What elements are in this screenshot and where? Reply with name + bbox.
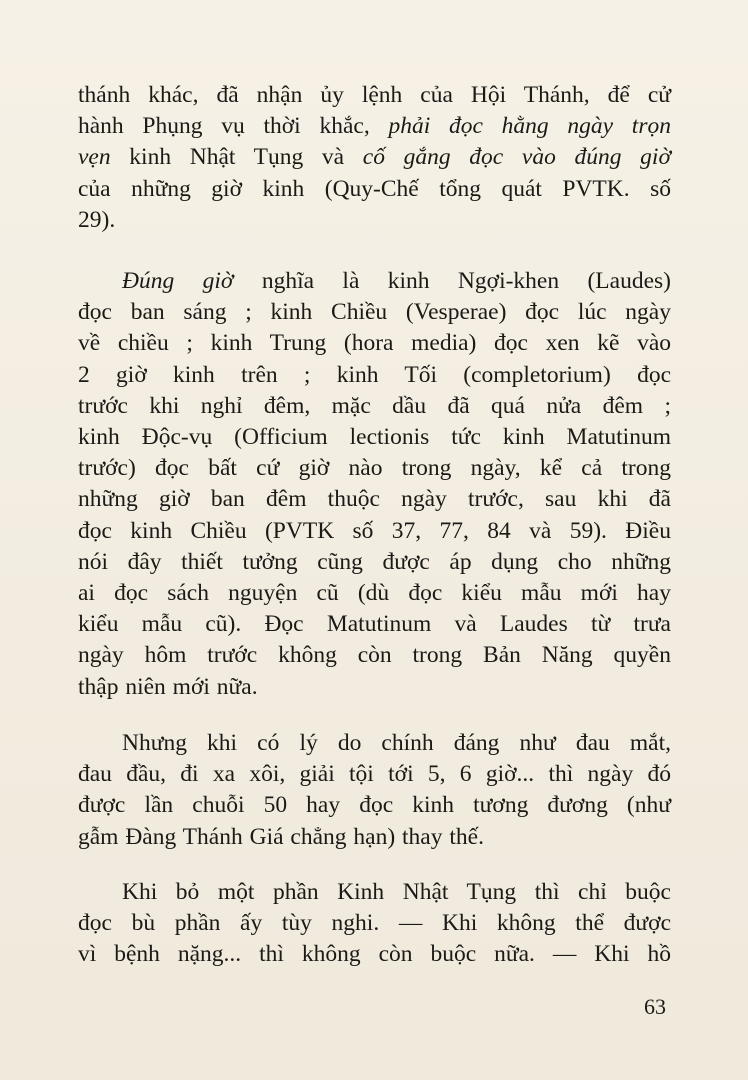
text-line: đọc bù phần ấy tùy nghi. — Khi không thể được bbox=[78, 910, 671, 937]
text-line: trước khi nghỉ đêm, mặc dầu đã quá nửa đêm ; bbox=[78, 392, 671, 419]
text-line: vẹn kinh Nhật Tụng và cố gắng đọc vào đúng giờ bbox=[78, 144, 671, 171]
paragraph-4 bbox=[78, 877, 671, 971]
text-line: nói đây thiết tưởng cũng được áp dụng cho những bbox=[78, 548, 671, 575]
text-line: hành Phụng vụ thời khắc, phải đọc hằng ngày trọn bbox=[78, 113, 671, 140]
text-line: Nhưng khi có lý do chính đáng như đau mắt, bbox=[122, 730, 671, 756]
text-line: 29). bbox=[78, 206, 116, 233]
text-line: gẫm Đàng Thánh Giá chẳng hạn) thay thế. bbox=[78, 823, 484, 850]
paragraph-3 bbox=[78, 728, 671, 853]
text-line: 2 giờ kinh trên ; kinh Tối (completorium) đọc bbox=[78, 361, 671, 388]
text-line: kinh Độc-vụ (Officium lectionis tức kinh Matutinum bbox=[78, 424, 671, 451]
paragraph-2 bbox=[78, 266, 671, 703]
text-line: đọc kinh Chiều (PVTK số 37, 77, 84 và 59). Điều bbox=[78, 517, 671, 544]
text-line: của những giờ kinh (Quy-Chế tổng quát PVTK. số bbox=[78, 175, 671, 202]
text-line: về chiều ; kinh Trung (hora media) đọc xen kẽ vào bbox=[78, 330, 671, 357]
text-line: ngày hôm trước không còn trong Bản Năng quyền bbox=[78, 642, 671, 669]
text-line: Khi bỏ một phần Kinh Nhật Tụng thì chỉ buộc bbox=[122, 879, 671, 905]
text-line: Đúng giờ nghĩa là kinh Ngợi-khen (Laudes) bbox=[122, 268, 671, 294]
text-line: kiểu mẫu cũ). Đọc Matutinum và Laudes từ trưa bbox=[78, 611, 671, 638]
text-line: những giờ ban đêm thuộc ngày trước, sau khi đã bbox=[78, 486, 671, 513]
text-line: vì bệnh nặng... thì không còn buộc nữa. — Khi hồ bbox=[78, 941, 671, 968]
text-line: thập niên mới nữa. bbox=[78, 673, 258, 700]
text-line: được lần chuỗi 50 hay đọc kinh tương đương (như bbox=[78, 792, 671, 819]
text-line: đau đầu, đi xa xôi, giải tội tới 5, 6 giờ... thì ngày đó bbox=[78, 761, 671, 788]
text-line: trước) đọc bất cứ giờ nào trong ngày, kể cả trong bbox=[78, 455, 671, 482]
text-line: ai đọc sách nguyện cũ (dù đọc kiểu mẫu mới hay bbox=[78, 580, 671, 607]
text-line: đọc ban sáng ; kinh Chiều (Vesperae) đọc lúc ngày bbox=[78, 299, 671, 326]
text-line: thánh khác, đã nhận ủy lệnh của Hội Thánh, để cử bbox=[78, 82, 671, 108]
page-number: 63 bbox=[644, 994, 666, 1019]
paragraph-1 bbox=[78, 80, 671, 236]
